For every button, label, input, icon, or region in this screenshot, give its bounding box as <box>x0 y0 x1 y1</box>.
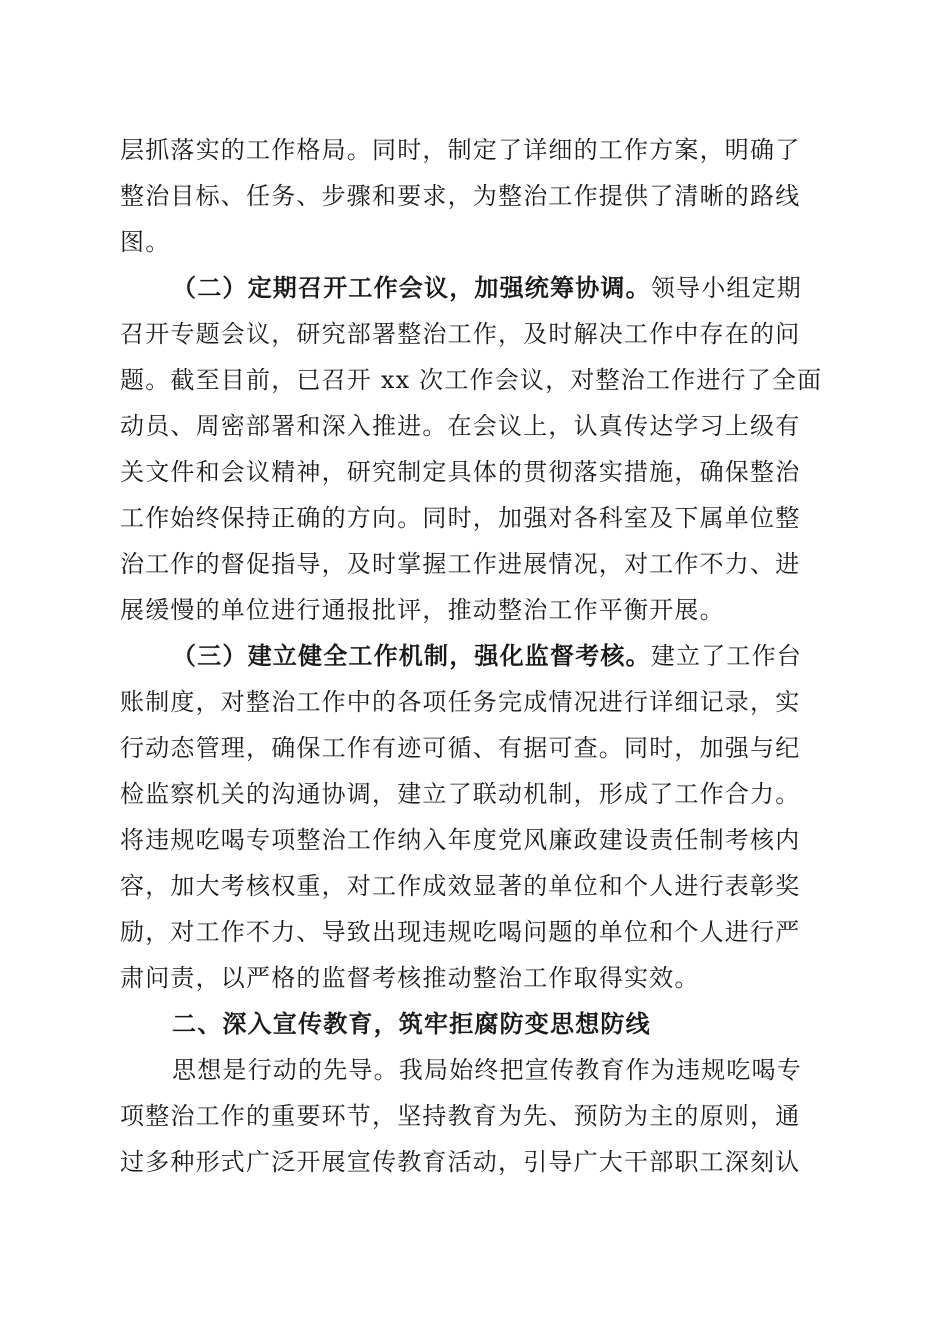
paragraph-3-first-line <box>120 633 830 679</box>
paragraph-4 <box>120 1047 830 1185</box>
paragraph-2-heading: （二）定期召开工作会议，加强统筹协调。 <box>172 274 651 302</box>
paragraph-1 <box>120 127 830 265</box>
paragraph-2-line-3: 题。截至目前，已召开 xx 次工作会议，对整治工作进行了全面 <box>120 366 823 394</box>
paragraph-3-line-5: 将违规吃喝专项整治工作纳入年度党风廉政建设责任制考核内 <box>120 826 801 854</box>
document-body <box>120 127 830 1185</box>
paragraph-4-line-2: 项整治工作的重要环节，坚持教育为先、预防为主的原则，通 <box>120 1102 801 1130</box>
paragraph-1-line-3: 图。 <box>120 228 171 256</box>
paragraph-3 <box>120 633 830 1001</box>
paragraph-2-line-6: 工作始终保持正确的方向。同时，加强对各科室及下属单位整 <box>120 504 801 532</box>
paragraph-3-line-3: 行动态管理，确保工作有迹可循、有据可查。同时，加强与纪 <box>120 734 801 762</box>
paragraph-2-first-line-rest: 领导小组定期 <box>650 274 803 302</box>
paragraph-3-first-line-rest: 建立了工作台 <box>650 642 803 670</box>
paragraph-3-line-4: 检监察机关的沟通协调，建立了联动机制，形成了工作合力。 <box>120 780 801 808</box>
paragraph-1-line-2: 整治目标、任务、步骤和要求，为整治工作提供了清晰的路线 <box>120 182 801 210</box>
paragraph-2-line-7: 治工作的督促指导，及时掌握工作进展情况，对工作不力、进 <box>120 550 801 578</box>
paragraph-2 <box>120 265 830 633</box>
paragraph-2-line-4: 动员、周密部署和深入推进。在会议上，认真传达学习上级有 <box>120 412 801 440</box>
paragraph-3-heading: （三）建立健全工作机制，强化监督考核。 <box>172 642 651 670</box>
paragraph-3-line-2: 账制度，对整治工作中的各项任务完成情况进行详细记录，实 <box>120 688 801 716</box>
section-heading: 二、深入宣传教育，筑牢拒腐防变思想防线 <box>172 1010 651 1038</box>
paragraph-4-line-3: 过多种形式广泛开展宣传教育活动，引导广大干部职工深刻认 <box>120 1148 801 1176</box>
paragraph-1-line-1: 层抓落实的工作格局。同时，制定了详细的工作方案，明确了 <box>120 136 801 164</box>
paragraph-3-line-6: 容，加大考核权重，对工作成效显著的单位和个人进行表彰奖 <box>120 872 801 900</box>
paragraph-2-first-line <box>120 265 830 311</box>
paragraph-4-line-1: 思想是行动的先导。我局始终把宣传教育作为违规吃喝专 <box>172 1056 802 1084</box>
paragraph-2-line-5: 关文件和会议精神，研究制定具体的贯彻落实措施，确保整治 <box>120 458 801 486</box>
paragraph-3-line-8: 肃问责，以严格的监督考核推动整治工作取得实效。 <box>120 964 700 992</box>
paragraph-2-line-2: 召开专题会议，研究部署整治工作，及时解决工作中存在的问 <box>120 320 801 348</box>
paragraph-2-line-8: 展缓慢的单位进行通报批评，推动整治工作平衡开展。 <box>120 596 725 624</box>
paragraph-3-line-7: 励，对工作不力、导致出现违规吃喝问题的单位和个人进行严 <box>120 918 801 946</box>
